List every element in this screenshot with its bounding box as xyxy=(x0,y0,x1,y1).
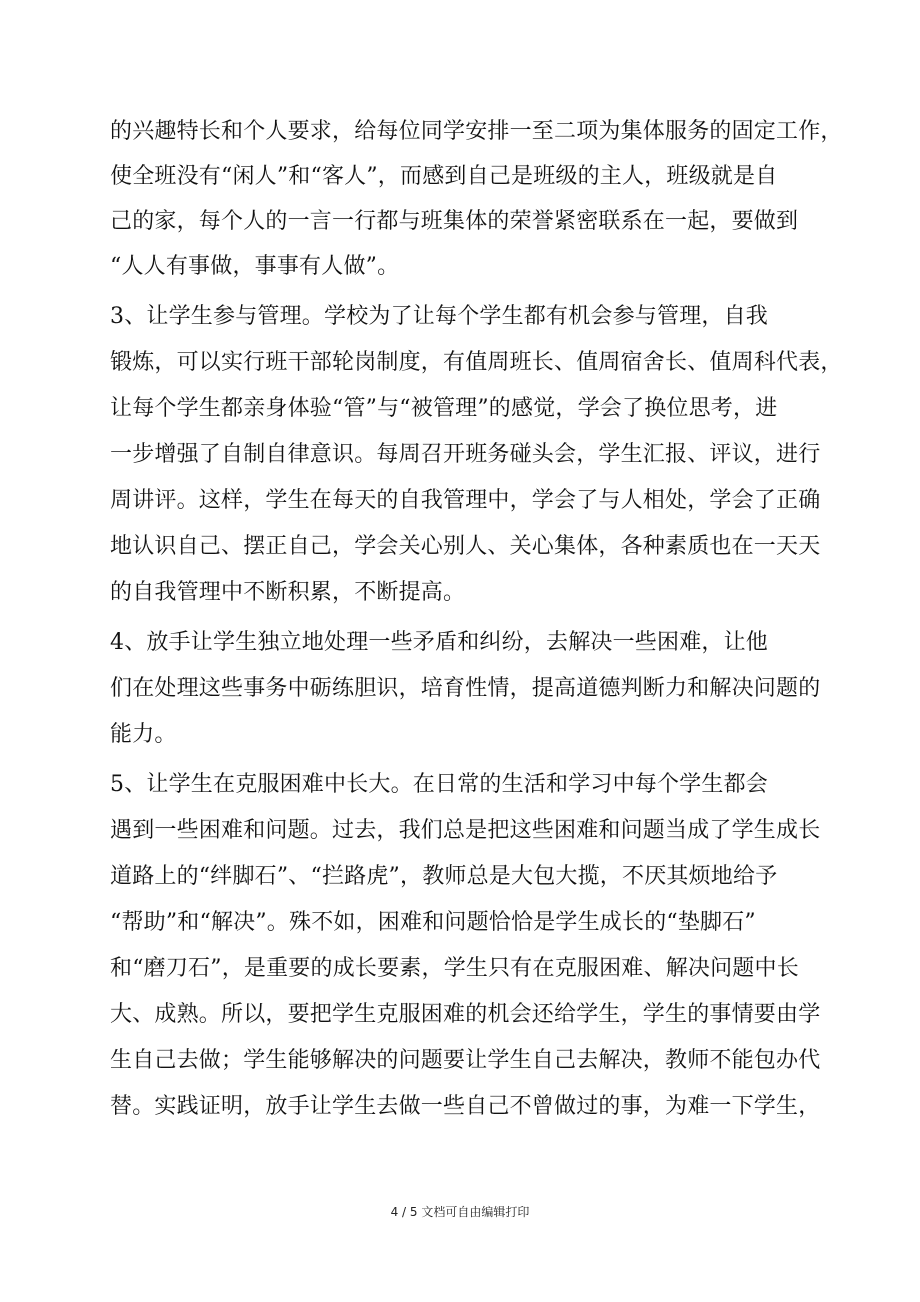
text-line: 的自我管理中不断积累，不断提高。 xyxy=(110,580,466,605)
text-line: 一步增强了自制自律意识。每周召开班务碰头会，学生汇报、评议，进行 xyxy=(110,442,821,467)
text-line: 能力。 xyxy=(110,722,177,747)
text-line: 让每个学生都亲身体验“管”与“被管理”的感觉，学会了换位思考，进 xyxy=(110,396,778,421)
text-line: 替。实践证明，放手让学生去做一些自己不曾做过的事，为难一下学生， xyxy=(110,1094,821,1119)
text-line: 3、让学生参与管理。学校为了让每个学生都有机会参与管理，自我 xyxy=(110,304,768,329)
text-line: 和“磨刀石”，是重要的成长要素，学生只有在克服困难、解决问题中长 xyxy=(110,956,799,981)
text-line: 道路上的“绊脚石”、“拦路虎”，教师总是大包大揽，不厌其烦地给予 xyxy=(110,864,778,889)
text-line: 己的家，每个人的一言一行都与班集体的荣誉紧密联系在一起，要做到 xyxy=(110,209,799,234)
text-line: 锻炼，可以实行班干部轮岗制度，有值周班长、值周宿舍长、值周科代表， xyxy=(110,350,843,375)
text-line: 生自己去做；学生能够解决的问题要让学生自己去解决，教师不能包办代 xyxy=(110,1048,821,1073)
text-line: 使全班没有“闲人”和“客人”，而感到自己是班级的主人，班级就是自 xyxy=(110,164,778,189)
text-line: 地认识自己、摆正自己，学会关心别人、关心集体，各种素质也在一天天 xyxy=(110,534,821,559)
text-line: 的兴趣特长和个人要求，给每位同学安排一至二项为集体服务的固定工作， xyxy=(110,119,843,144)
text-line: 大、成熟。所以，要把学生克服困难的机会还给学生，学生的事情要由学 xyxy=(110,1002,821,1027)
text-line: 周讲评。这样，学生在每天的自我管理中，学会了与人相处，学会了正确 xyxy=(110,488,821,513)
text-line: 4、放手让学生独立地处理一些矛盾和纠纷，去解决一些困难，让他 xyxy=(110,630,768,655)
text-line: “帮助”和“解决”。殊不如，困难和问题恰恰是学生成长的“垫脚石” xyxy=(110,910,756,935)
text-line: 遇到一些困难和问题。过去，我们总是把这些困难和问题当成了学生成长 xyxy=(110,818,821,843)
text-line: 们在处理这些事务中砺练胆识，培育性情，提高道德判断力和解决问题的 xyxy=(110,676,821,701)
text-line: “人人有事做，事事有人做”。 xyxy=(110,254,400,279)
text-line: 5、让学生在克服困难中长大。在日常的生活和学习中每个学生都会 xyxy=(110,772,768,797)
page-footer: 4 / 5 文档可自由编辑打印 xyxy=(390,1205,530,1219)
